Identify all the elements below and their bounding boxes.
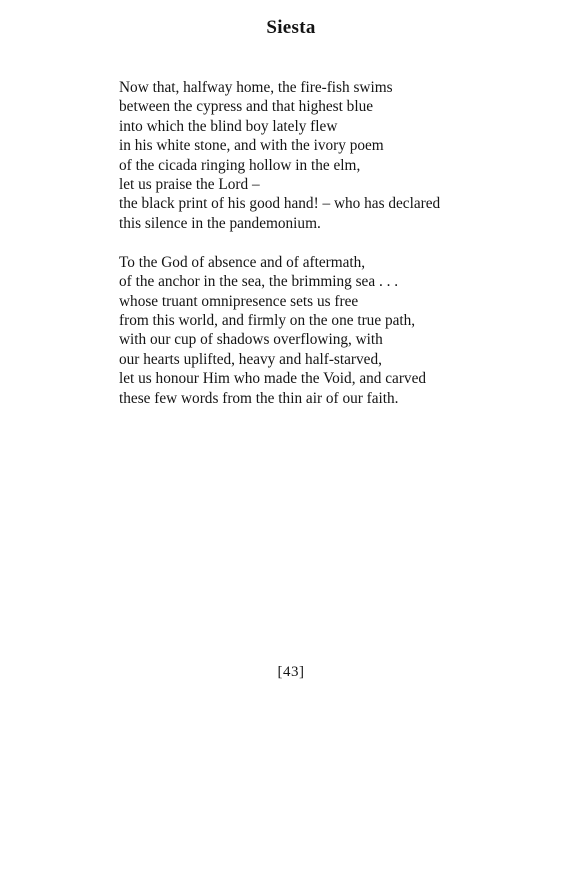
poem-line: the black print of his good hand! – who has declared [119,195,441,213]
poem-line: of the anchor in the sea, the brimming sea . . . [119,273,399,291]
stanza-2 [119,253,559,408]
poem-line: into which the blind boy lately flew [119,117,338,135]
poem-line: these few words from the thin air of our faith. [119,389,399,407]
poem-line: of the cicada ringing hollow in the elm, [119,156,361,174]
poem-line: let us praise the Lord – [119,176,260,194]
poem-line: with our cup of shadows overflowing, with [119,331,383,349]
poem-body [119,78,559,428]
poem-line: between the cypress and that highest blue [119,98,374,116]
stanza-1 [119,78,559,233]
poem-line: this silence in the pandemonium. [119,214,321,232]
poem-line: in his white stone, and with the ivory poem [119,137,384,155]
poem-line: Now that, halfway home, the fire-fish swims [119,79,393,96]
poem-title: Siesta [266,17,316,38]
poem-line: our hearts uplifted, heavy and half-starved, [119,350,382,368]
poem-line: from this world, and firmly on the one true path, [119,312,416,330]
poem-line: To the God of absence and of aftermath, [119,253,366,271]
page-number: [43] [277,664,305,680]
poem-line: let us honour Him who made the Void, and carved [119,370,427,388]
poem-line: whose truant omnipresence sets us free [119,292,359,310]
